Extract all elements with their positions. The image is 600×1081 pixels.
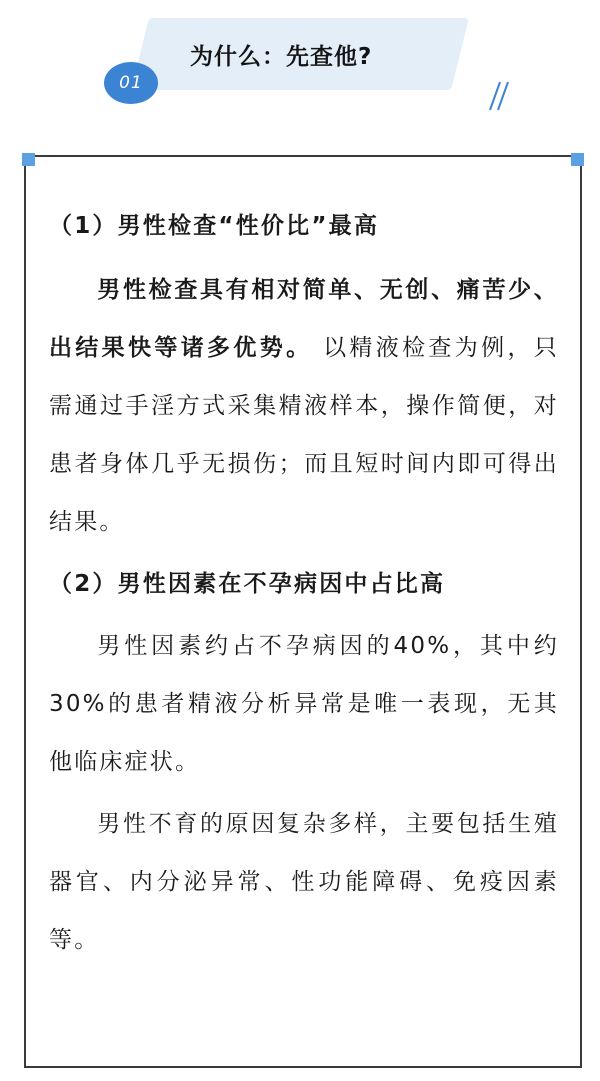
double-slash-icon [482,76,512,112]
corner-marker-left [22,153,35,166]
section1-paragraph [49,261,559,551]
section1-bold-text: 男性检查具有相对简单、无创、痛苦少、出结果快等诸多优势。 [49,277,559,361]
article-body [49,197,559,969]
section2-heading: （2）男性因素在不孕病因中占比高 [49,571,446,597]
section2-paragraph-1: 男性因素约占不孕病因的40%，其中约30%的患者精液分析异常是唯一表现，无其他临床症状。 [49,633,559,775]
section1-normal-text: 以精液检查为例，只需通过手淫方式采集精液样本，操作简便，对患者身体几乎无损伤；而且短时间内即可得出结果。 [49,335,559,535]
banner-title: 为什么：先查他? [190,44,373,70]
section-number-badge: 01 [104,62,158,104]
content-box [24,155,582,1068]
section-banner [102,18,478,93]
section1-heading: （1）男性检查“性价比”最高 [49,213,380,239]
section2-paragraph-2: 男性不育的原因复杂多样，主要包括生殖器官、内分泌异常、性功能障碍、免疫因素等。 [49,811,559,953]
corner-marker-right [571,153,584,166]
